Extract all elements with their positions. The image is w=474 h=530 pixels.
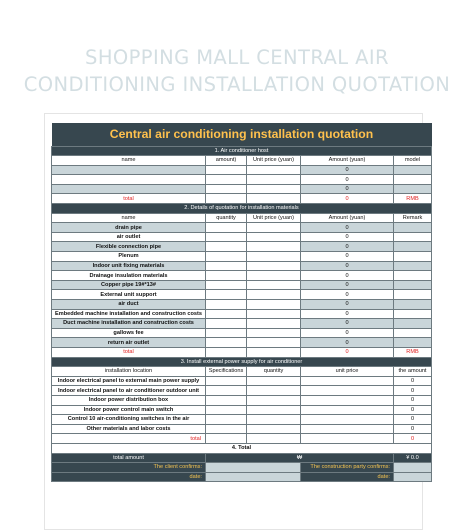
cell-name[interactable]: drain pipe [52, 223, 206, 233]
construction-confirm-input[interactable] [394, 463, 432, 473]
cell-quantity[interactable] [206, 309, 247, 319]
cell-quantity[interactable] [206, 165, 247, 175]
cell-model[interactable] [394, 165, 432, 175]
cell-quantity[interactable] [206, 328, 247, 338]
cell-name[interactable]: Duct machine installation and construction costs [52, 319, 206, 329]
cell-remark[interactable] [394, 290, 432, 300]
cell-unit-price[interactable] [247, 194, 301, 204]
table-row [52, 290, 432, 300]
cell-unit-price[interactable] [247, 184, 301, 194]
table-row [52, 223, 432, 233]
cell-quantity[interactable] [206, 261, 247, 271]
cell-unit-price[interactable] [247, 347, 301, 357]
cell-name[interactable]: External unit support [52, 290, 206, 300]
cell-quantity[interactable] [247, 386, 301, 396]
cell-unit-price[interactable] [247, 252, 301, 262]
cell-unit-price[interactable] [247, 165, 301, 175]
section3-header [52, 357, 432, 367]
cell-unit-price[interactable] [247, 338, 301, 348]
table-row [52, 280, 432, 290]
table-row [52, 175, 432, 185]
cell-name[interactable]: Embedded machine installation and construction costs [52, 309, 206, 319]
client-confirms-label[interactable]: The client confirms: [52, 463, 206, 473]
sheet-title-row [52, 123, 432, 146]
cell-unit-price[interactable] [247, 280, 301, 290]
date-row [52, 472, 432, 482]
quotation-table [51, 123, 432, 482]
client-confirm-input[interactable] [206, 463, 301, 473]
cell-quantity[interactable] [206, 338, 247, 348]
cell-specs[interactable] [206, 424, 247, 434]
cell-amount[interactable]: 0 [301, 261, 394, 271]
total-amount-label[interactable]: total amount [52, 453, 206, 463]
cell-name[interactable]: air duct [52, 300, 206, 310]
cell-quantity[interactable] [206, 347, 247, 357]
cell-amount[interactable]: 0 [394, 395, 432, 405]
cell-unit-price[interactable] [247, 223, 301, 233]
cell-name[interactable] [52, 184, 206, 194]
table-row [52, 309, 432, 319]
cell-quantity[interactable] [206, 232, 247, 242]
cell-amount[interactable]: 0 [301, 290, 394, 300]
total-amount[interactable]: 0 [301, 194, 394, 204]
cell-quantity[interactable] [206, 223, 247, 233]
col-header[interactable]: name [52, 156, 206, 166]
col-header[interactable]: Specifications [206, 367, 247, 377]
table-row [52, 232, 432, 242]
cell-unit-price[interactable] [247, 319, 301, 329]
cell-quantity[interactable] [247, 415, 301, 425]
col-header[interactable]: Remark [394, 213, 432, 223]
cell-remark[interactable] [394, 223, 432, 233]
cell-quantity[interactable] [247, 376, 301, 386]
cell-name[interactable] [52, 175, 206, 185]
cell-amount[interactable]: 0 [301, 175, 394, 185]
cell-model[interactable] [394, 175, 432, 185]
section1-title[interactable]: 1. Air conditioner host [52, 146, 432, 156]
cell-unit-price[interactable] [247, 242, 301, 252]
section3-total-row [52, 434, 432, 444]
section2-column-headers [52, 213, 432, 223]
cell-amount[interactable]: 0 [394, 376, 432, 386]
cell-unit-price[interactable] [301, 424, 394, 434]
construction-party-confirms-label[interactable]: The construction party confirms: [301, 463, 394, 473]
cell-quantity[interactable] [206, 319, 247, 329]
cell-name[interactable]: Drainage insulation materials [52, 271, 206, 281]
cell-unit-price[interactable] [301, 405, 394, 415]
cell-quantity[interactable] [206, 300, 247, 310]
cell-name[interactable]: air outlet [52, 232, 206, 242]
total-label[interactable]: total [52, 194, 206, 204]
section1-header [52, 146, 432, 156]
section2-header [52, 204, 432, 214]
cell-remark[interactable] [394, 271, 432, 281]
page-heading-line1: SHOPPING MALL CENTRAL AIR [85, 46, 389, 69]
cell-amount[interactable]: 0 [301, 328, 394, 338]
col-header[interactable]: Amount (yuan) [301, 156, 394, 166]
section2-total-row [52, 347, 432, 357]
total-label[interactable]: total [52, 347, 206, 357]
cell-unit-price[interactable] [247, 290, 301, 300]
table-row [52, 338, 432, 348]
table-row [52, 415, 432, 425]
section3-title[interactable]: 3. Install external power supply for air conditioner [52, 357, 432, 367]
table-row [52, 405, 432, 415]
cell-amount[interactable]: 0 [301, 338, 394, 348]
cell-specs[interactable] [206, 395, 247, 405]
col-header[interactable]: Unit price (yuan) [247, 213, 301, 223]
cell-specs[interactable] [206, 376, 247, 386]
cell-name[interactable]: Plenum [52, 252, 206, 262]
cell-quantity[interactable] [247, 434, 301, 444]
cell-unit-price[interactable] [247, 232, 301, 242]
cell-remark[interactable] [394, 252, 432, 262]
table-row [52, 319, 432, 329]
total-label[interactable]: total [52, 434, 206, 444]
table-row [52, 328, 432, 338]
cell-unit-price[interactable] [247, 300, 301, 310]
col-header[interactable]: Unit price (yuan) [247, 156, 301, 166]
cell-unit-price[interactable] [301, 415, 394, 425]
client-date-label[interactable]: date: [52, 472, 206, 482]
table-row [52, 376, 432, 386]
table-row [52, 395, 432, 405]
total-amount[interactable]: 0 [301, 347, 394, 357]
cell-amount[interactable]: 0 [301, 165, 394, 175]
page-heading-line2: CONDITIONING INSTALLATION QUOTATION [23, 73, 451, 96]
section1-total-row [52, 194, 432, 204]
cell-quantity[interactable] [247, 424, 301, 434]
cell-amount[interactable]: 0 [301, 319, 394, 329]
cell-unit-price[interactable] [247, 175, 301, 185]
cell-name[interactable]: return air outlet [52, 338, 206, 348]
cell-quantity[interactable] [206, 280, 247, 290]
cell-quantity[interactable] [206, 242, 247, 252]
cell-amount[interactable]: 0 [301, 271, 394, 281]
cell-specs[interactable] [206, 434, 247, 444]
total-amount[interactable]: 0 [394, 434, 432, 444]
cell-specs[interactable] [206, 386, 247, 396]
grand-total-row [52, 453, 432, 463]
table-row [52, 424, 432, 434]
cell-amount[interactable]: 0 [301, 223, 394, 233]
cell-location[interactable]: Indoor power control main switch [52, 405, 206, 415]
cell-amount[interactable]: 0 [394, 405, 432, 415]
table-row [52, 252, 432, 262]
col-header[interactable]: unit price [301, 367, 394, 377]
table-row [52, 386, 432, 396]
cell-location[interactable]: Control 10 air-conditioning switches in the air [52, 415, 206, 425]
cell-unit-price[interactable] [301, 386, 394, 396]
section3-column-headers [52, 367, 432, 377]
confirm-row [52, 463, 432, 473]
cell-remark[interactable] [394, 338, 432, 348]
cell-remark[interactable] [394, 280, 432, 290]
cell-amount[interactable]: 0 [301, 232, 394, 242]
cell-quantity[interactable] [206, 271, 247, 281]
cell-unit-price[interactable] [247, 328, 301, 338]
cell-specs[interactable] [206, 405, 247, 415]
cell-location[interactable]: Other materials and labor costs [52, 424, 206, 434]
cell-remark[interactable] [394, 328, 432, 338]
col-header[interactable]: quantity [247, 367, 301, 377]
cell-quantity[interactable] [206, 290, 247, 300]
construction-date-input[interactable] [394, 472, 432, 482]
cell-quantity[interactable] [247, 395, 301, 405]
cell-quantity[interactable] [206, 184, 247, 194]
section4-title[interactable]: 4. Total [52, 443, 432, 453]
cell-remark[interactable] [394, 261, 432, 271]
section2-title[interactable]: 2. Details of quotation for installation materials [52, 204, 432, 214]
cell-quantity[interactable] [206, 252, 247, 262]
col-header[interactable]: name [52, 213, 206, 223]
cell-amount[interactable]: 0 [301, 184, 394, 194]
cell-name[interactable]: Flexible connection pipe [52, 242, 206, 252]
grand-total-value[interactable]: ¥ 0.0 [394, 453, 432, 463]
cell-amount[interactable]: 0 [301, 242, 394, 252]
cell-remark[interactable] [394, 300, 432, 310]
table-row [52, 261, 432, 271]
cell-unit-price[interactable] [247, 271, 301, 281]
col-header[interactable]: quantity [206, 213, 247, 223]
cell-name[interactable]: gallows fee [52, 328, 206, 338]
cell-name[interactable] [52, 165, 206, 175]
currency-symbol[interactable]: ₩ [206, 453, 394, 463]
cell-quantity[interactable] [247, 405, 301, 415]
cell-amount[interactable]: 0 [301, 280, 394, 290]
cell-name[interactable]: Indoor unit fixing materials [52, 261, 206, 271]
cell-amount[interactable]: 0 [301, 252, 394, 262]
cell-remark[interactable] [394, 242, 432, 252]
cell-quantity[interactable] [206, 175, 247, 185]
construction-date-label[interactable]: date: [301, 472, 394, 482]
table-row [52, 184, 432, 194]
cell-quantity[interactable] [206, 194, 247, 204]
col-header[interactable]: Amount (yuan) [301, 213, 394, 223]
cell-amount[interactable]: 0 [301, 309, 394, 319]
total-model[interactable]: RMB [394, 194, 432, 204]
cell-unit-price[interactable] [301, 395, 394, 405]
section4-header [52, 443, 432, 453]
section1-column-headers [52, 156, 432, 166]
cell-unit-price[interactable] [301, 376, 394, 386]
cell-location[interactable]: Indoor power distribution box [52, 395, 206, 405]
cell-amount[interactable]: 0 [394, 424, 432, 434]
table-row [52, 271, 432, 281]
total-remark[interactable]: RMB [394, 347, 432, 357]
col-header[interactable]: the amount [394, 367, 432, 377]
cell-unit-price[interactable] [247, 261, 301, 271]
cell-remark[interactable] [394, 232, 432, 242]
table-row [52, 300, 432, 310]
cell-unit-price[interactable] [247, 309, 301, 319]
cell-unit-price[interactable] [301, 434, 394, 444]
col-header[interactable]: model [394, 156, 432, 166]
cell-amount[interactable]: 0 [394, 415, 432, 425]
table-row [52, 165, 432, 175]
cell-remark[interactable] [394, 309, 432, 319]
cell-remark[interactable] [394, 319, 432, 329]
cell-amount[interactable]: 0 [394, 386, 432, 396]
cell-model[interactable] [394, 184, 432, 194]
col-header[interactable]: installation location [52, 367, 206, 377]
cell-location[interactable]: Indoor electrical panel to air conditioner outdoor unit [52, 386, 206, 396]
cell-name[interactable]: Copper pipe 19#*13# [52, 280, 206, 290]
sheet-title[interactable]: Central air conditioning installation quotation [52, 123, 432, 146]
cell-specs[interactable] [206, 415, 247, 425]
cell-amount[interactable]: 0 [301, 300, 394, 310]
client-date-input[interactable] [206, 472, 301, 482]
cell-location[interactable]: Indoor electrical panel to external main power supply [52, 376, 206, 386]
col-header[interactable]: amount) [206, 156, 247, 166]
table-row [52, 242, 432, 252]
